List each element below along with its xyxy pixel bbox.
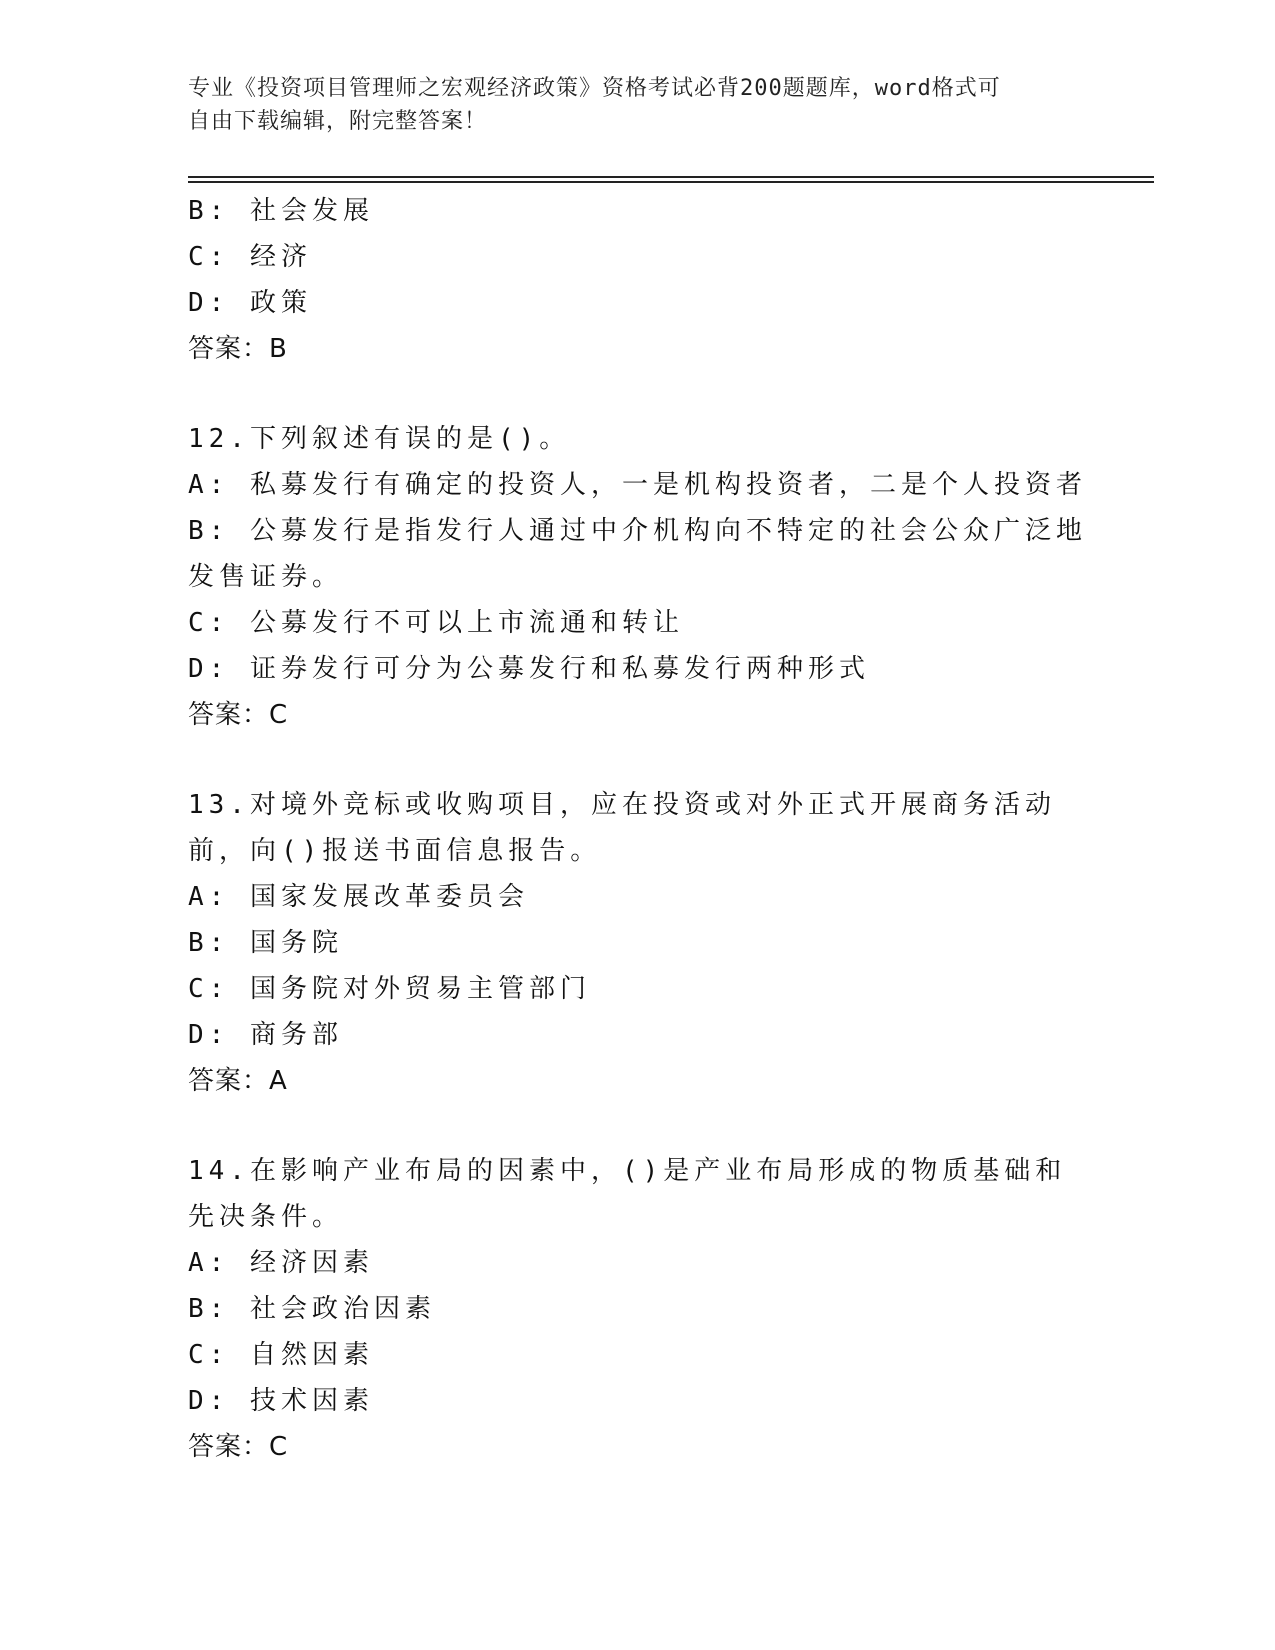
question-12 <box>188 416 1088 738</box>
spacer <box>188 372 1088 416</box>
option-c: C: 经济 <box>188 242 312 272</box>
option-d: D: 商务部 <box>188 1020 343 1050</box>
answer: 答案：B <box>188 334 288 364</box>
spacer <box>188 1104 1088 1148</box>
question-11-tail <box>188 188 1088 372</box>
option-b: B: 社会政治因素 <box>188 1294 436 1324</box>
option-a: A: 经济因素 <box>188 1248 374 1278</box>
question-stem: 14.在影响产业布局的因素中，()是产业布局形成的物质基础和先决条件。 <box>188 1156 1067 1232</box>
option-c: C: 自然因素 <box>188 1340 374 1370</box>
header-divider-bottom <box>188 181 1154 183</box>
option-c: C: 国务院对外贸易主管部门 <box>188 974 591 1004</box>
question-13 <box>188 782 1088 1104</box>
option-d: D: 政策 <box>188 288 312 318</box>
spacer <box>188 738 1088 782</box>
header-divider-top <box>188 176 1154 178</box>
option-a: A: 国家发展改革委员会 <box>188 882 529 912</box>
option-d: D: 证券发行可分为公募发行和私募发行两种形式 <box>188 654 870 684</box>
option-b: B: 国务院 <box>188 928 343 958</box>
option-d: D: 技术因素 <box>188 1386 374 1416</box>
question-stem: 13.对境外竞标或收购项目，应在投资或对外正式开展商务活动前，向()报送书面信息报告。 <box>188 790 1056 866</box>
option-c: C: 公募发行不可以上市流通和转让 <box>188 608 684 638</box>
header-line-1: 专业《投资项目管理师之宏观经济政策》资格考试必背200题题库，word格式可 <box>188 76 1001 101</box>
question-stem: 12.下列叙述有误的是()。 <box>188 424 571 454</box>
answer: 答案：A <box>188 1066 288 1096</box>
answer: 答案：C <box>188 1432 289 1462</box>
option-a: A: 私募发行有确定的投资人，一是机构投资者，二是个人投资者 <box>188 470 1087 500</box>
answer: 答案：C <box>188 700 289 730</box>
option-b: B: 社会发展 <box>188 196 374 226</box>
header-line-2: 自由下载编辑，附完整答案！ <box>188 109 488 134</box>
option-b: B: 公募发行是指发行人通过中介机构向不特定的社会公众广泛地发售证券。 <box>188 516 1087 592</box>
question-14 <box>188 1148 1088 1470</box>
question-list <box>188 188 1088 1470</box>
document-header <box>188 72 1088 138</box>
